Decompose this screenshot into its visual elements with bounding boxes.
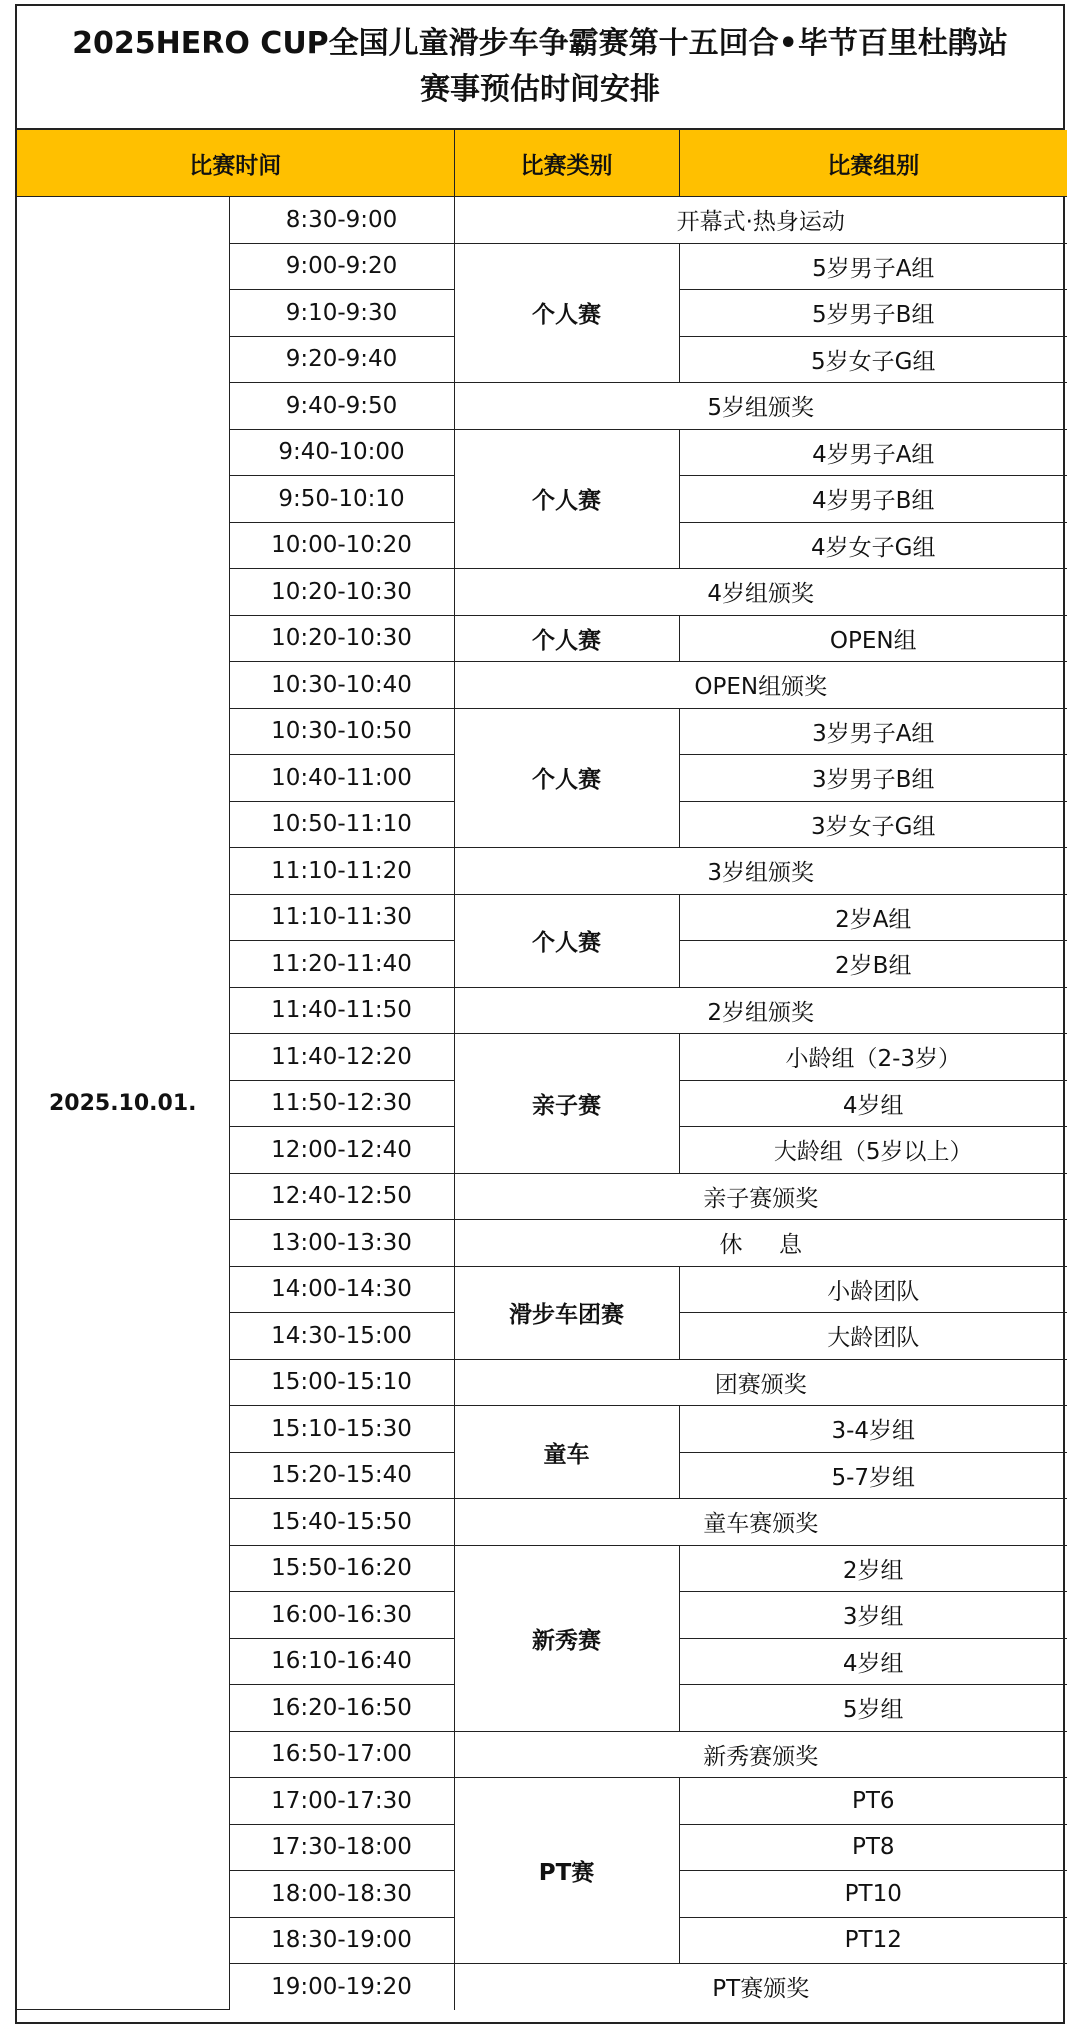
group-cell: 小龄团队 (679, 1266, 1067, 1313)
time-cell: 13:00-13:30 (229, 1220, 454, 1267)
title-line-2: 赛事预估时间安排 (420, 72, 660, 107)
group-cell: PT12 (679, 1917, 1067, 1964)
header-time: 比赛时间 (17, 130, 454, 197)
time-cell: 16:20-16:50 (229, 1685, 454, 1732)
group-cell: 5岁组 (679, 1685, 1067, 1732)
time-cell: 11:40-12:20 (229, 1034, 454, 1081)
group-cell: 4岁组 (679, 1080, 1067, 1127)
table-row (17, 197, 1067, 244)
group-cell: 4岁男子A组 (679, 429, 1067, 476)
group-cell: 大龄团队 (679, 1313, 1067, 1360)
date-cell: 2025.10.01. (17, 197, 229, 2010)
event-cell: 新秀赛颁奖 (454, 1731, 1067, 1778)
group-cell: 3岁男子A组 (679, 708, 1067, 755)
category-cell: 个人赛 (454, 243, 679, 383)
category-cell: 亲子赛 (454, 1034, 679, 1174)
time-cell: 9:00-9:20 (229, 243, 454, 290)
group-cell: 2岁组 (679, 1545, 1067, 1592)
category-cell: 滑步车团赛 (454, 1266, 679, 1359)
time-cell: 16:50-17:00 (229, 1731, 454, 1778)
header-category: 比赛类别 (454, 130, 679, 197)
time-cell: 10:40-11:00 (229, 755, 454, 802)
time-cell: 17:00-17:30 (229, 1778, 454, 1825)
event-cell: 童车赛颁奖 (454, 1499, 1067, 1546)
category-cell: 童车 (454, 1406, 679, 1499)
header-row (17, 130, 1067, 197)
group-cell: 5-7岁组 (679, 1452, 1067, 1499)
time-cell: 9:50-10:10 (229, 476, 454, 523)
group-cell: 3岁组 (679, 1592, 1067, 1639)
time-cell: 11:10-11:30 (229, 894, 454, 941)
group-cell: 3岁女子G组 (679, 801, 1067, 848)
group-cell: 小龄组（2-3岁） (679, 1034, 1067, 1081)
group-cell: 3岁男子B组 (679, 755, 1067, 802)
time-cell: 9:40-9:50 (229, 383, 454, 430)
schedule-sheet (15, 4, 1065, 2024)
event-cell: OPEN组颁奖 (454, 662, 1067, 709)
event-cell: PT赛颁奖 (454, 1964, 1067, 2010)
group-cell: PT8 (679, 1824, 1067, 1871)
schedule-table (17, 130, 1067, 2010)
time-cell: 16:10-16:40 (229, 1638, 454, 1685)
group-cell: PT6 (679, 1778, 1067, 1825)
time-cell: 10:20-10:30 (229, 615, 454, 662)
time-cell: 19:00-19:20 (229, 1964, 454, 2010)
page-title (17, 6, 1063, 130)
event-cell: 开幕式·热身运动 (454, 197, 1067, 244)
event-cell: 亲子赛颁奖 (454, 1173, 1067, 1220)
schedule-body (17, 197, 1067, 2010)
time-cell: 10:30-10:40 (229, 662, 454, 709)
time-cell: 12:40-12:50 (229, 1173, 454, 1220)
group-cell: 4岁女子G组 (679, 522, 1067, 569)
time-cell: 14:30-15:00 (229, 1313, 454, 1360)
category-cell: 个人赛 (454, 708, 679, 848)
event-cell: 2岁组颁奖 (454, 987, 1067, 1034)
event-cell: 休 息 (454, 1220, 1067, 1267)
time-cell: 15:50-16:20 (229, 1545, 454, 1592)
time-cell: 16:00-16:30 (229, 1592, 454, 1639)
event-cell: 5岁组颁奖 (454, 383, 1067, 430)
time-cell: 9:40-10:00 (229, 429, 454, 476)
group-cell: 4岁组 (679, 1638, 1067, 1685)
time-cell: 15:20-15:40 (229, 1452, 454, 1499)
time-cell: 8:30-9:00 (229, 197, 454, 244)
group-cell: OPEN组 (679, 615, 1067, 662)
time-cell: 17:30-18:00 (229, 1824, 454, 1871)
time-cell: 15:40-15:50 (229, 1499, 454, 1546)
group-cell: 2岁B组 (679, 941, 1067, 988)
time-cell: 11:50-12:30 (229, 1080, 454, 1127)
group-cell: 5岁男子B组 (679, 290, 1067, 337)
category-cell: 新秀赛 (454, 1545, 679, 1731)
time-cell: 18:30-19:00 (229, 1917, 454, 1964)
category-cell: 个人赛 (454, 615, 679, 662)
time-cell: 14:00-14:30 (229, 1266, 454, 1313)
group-cell: 5岁男子A组 (679, 243, 1067, 290)
event-cell: 4岁组颁奖 (454, 569, 1067, 616)
event-cell: 3岁组颁奖 (454, 848, 1067, 895)
time-cell: 12:00-12:40 (229, 1127, 454, 1174)
time-cell: 15:10-15:30 (229, 1406, 454, 1453)
time-cell: 10:50-11:10 (229, 801, 454, 848)
group-cell: 大龄组（5岁以上） (679, 1127, 1067, 1174)
header-group: 比赛组别 (679, 130, 1067, 197)
time-cell: 9:10-9:30 (229, 290, 454, 337)
event-cell: 团赛颁奖 (454, 1359, 1067, 1406)
time-cell: 11:10-11:20 (229, 848, 454, 895)
category-cell: 个人赛 (454, 894, 679, 987)
group-cell: 3-4岁组 (679, 1406, 1067, 1453)
time-cell: 11:40-11:50 (229, 987, 454, 1034)
time-cell: 11:20-11:40 (229, 941, 454, 988)
group-cell: 5岁女子G组 (679, 336, 1067, 383)
time-cell: 15:00-15:10 (229, 1359, 454, 1406)
time-cell: 10:30-10:50 (229, 708, 454, 755)
time-cell: 18:00-18:30 (229, 1871, 454, 1918)
category-cell: PT赛 (454, 1778, 679, 1964)
title-line-1: 2025HERO CUP全国儿童滑步车争霸赛第十五回合•毕节百里杜鹃站 (72, 26, 1008, 61)
group-cell: PT10 (679, 1871, 1067, 1918)
time-cell: 9:20-9:40 (229, 336, 454, 383)
time-cell: 10:00-10:20 (229, 522, 454, 569)
group-cell: 2岁A组 (679, 894, 1067, 941)
category-cell: 个人赛 (454, 429, 679, 569)
group-cell: 4岁男子B组 (679, 476, 1067, 523)
time-cell: 10:20-10:30 (229, 569, 454, 616)
